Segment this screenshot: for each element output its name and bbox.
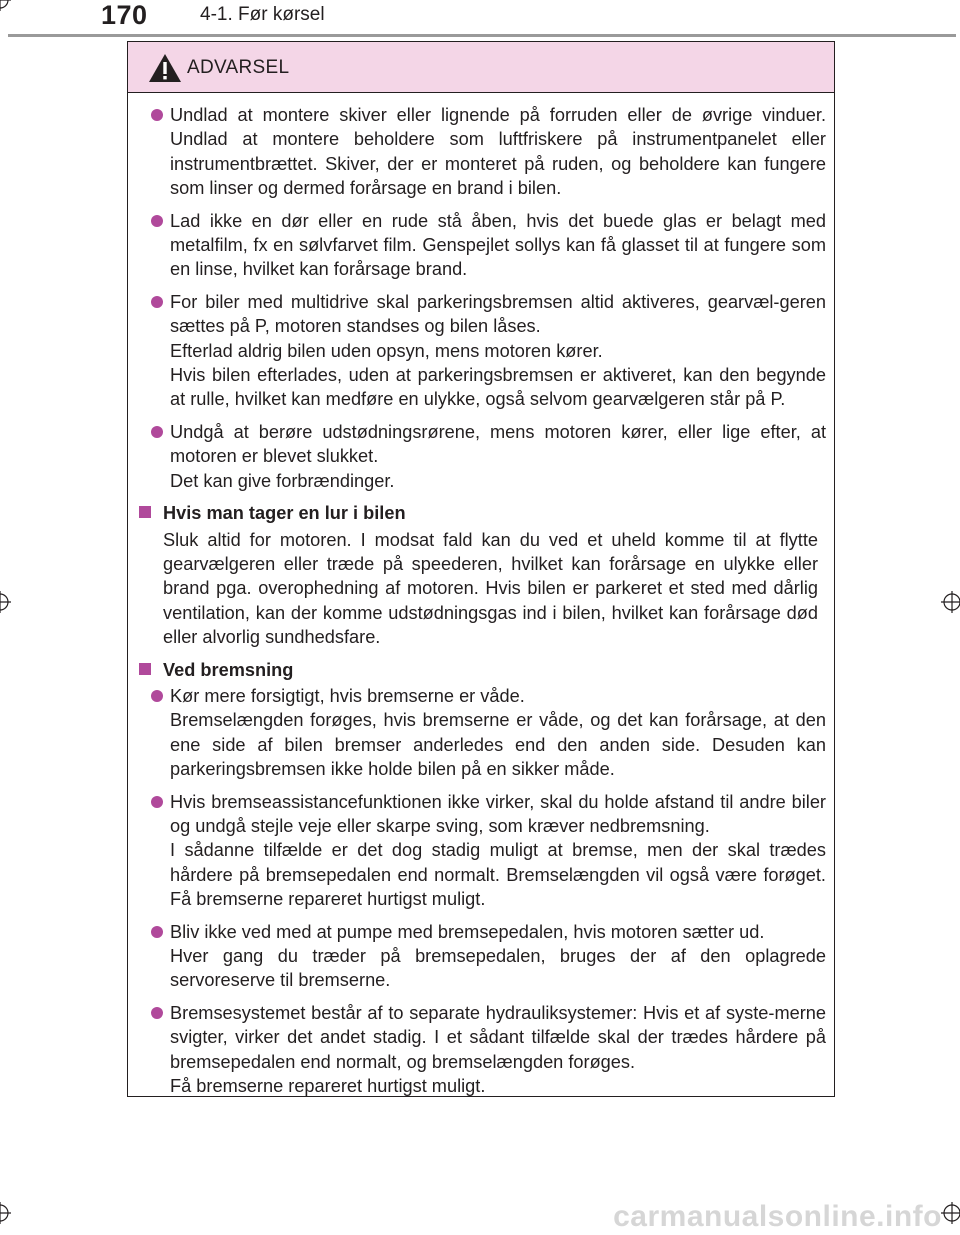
paragraph: Kør mere forsigtigt, hvis bremserne er våde.	[170, 685, 525, 706]
crop-mark-icon	[941, 591, 960, 613]
crop-mark-icon	[0, 0, 11, 11]
paragraph: Bremselængden forøges, hvis bremserne er våde, og det kan forårsage, at den ene side af bilen bremser anderledes end den anden side. Desuden kan parkeringsbremsen ikke holde bilen på en sikker måde.	[170, 710, 826, 780]
paragraph: Hvis bremseassistancefunktionen ikke virker, skal du holde afstand til andre biler og undgå stejle veje eller skarpe sving, som kræver nedbremsning.	[170, 791, 826, 836]
paragraph: Hvis bilen efterlades, uden at parkeringsbremsen er aktiveret, kan den begynde at rulle, hvilket kan medføre en ulykke, også selvom gearvælgeren står på P.	[170, 365, 826, 410]
warning-label: ADVARSEL	[187, 57, 290, 78]
bullet-icon	[151, 1007, 163, 1019]
list-item	[139, 103, 826, 201]
bullet-icon	[151, 426, 163, 438]
paragraph: Undgå at berøre udstødningsrørene, mens motoren kører, eller lige efter, at motoren er blevet slukket.	[170, 421, 826, 467]
list-item	[139, 1001, 826, 1099]
crop-mark-icon	[941, 1202, 960, 1224]
square-bullet-icon	[139, 506, 151, 518]
list-item	[139, 684, 826, 782]
section-heading	[139, 501, 826, 525]
bullet-icon	[151, 690, 163, 702]
paragraph: Lad ikke en dør eller en rude stå åben, hvis det buede glas er belagt med metalfilm, fx en sølvfarvet film. Genspejlet sollys kan få glasset til at fungere som en linse, hvilket kan forårsage brand.	[170, 210, 826, 280]
paragraph: Bremsesystemet består af to separate hydrauliksystemer: Hvis et af syste-merne svigter, virker det andet stadig. I et sådant tilfælde skal der trædes hårdere på bremsepedalen end normalt, og bremselængden forøges.	[170, 1002, 826, 1072]
section-heading-text: Hvis man tager en lur i bilen	[163, 503, 406, 524]
section-heading-text: Ved bremsning	[163, 659, 294, 680]
braking-items	[139, 684, 826, 1099]
warning-box	[127, 41, 835, 1097]
section-heading	[139, 658, 826, 682]
paragraph: I sådanne tilfælde er det dog stadig muligt at bremse, men der skal trædes hårdere på bremsepedalen end normalt. Bremselængden vil også være forøget. Få bremserne repareret hurtigst muligt.	[170, 840, 826, 910]
list-item	[139, 420, 826, 493]
bullet-icon	[151, 215, 163, 227]
paragraph: Det kan give forbrændinger.	[170, 470, 395, 491]
paragraph: For biler med multidrive skal parkeringsbremsen altid aktiveres, gearvæl-geren sættes på P, motoren standses og bilen låses.	[170, 291, 826, 337]
warning-header	[128, 42, 834, 93]
paragraph: Få bremserne repareret hurtigst muligt.	[170, 1076, 486, 1097]
square-bullet-icon	[139, 663, 151, 675]
bullet-icon	[151, 296, 163, 308]
section-text: Sluk altid for motoren. I modsat fald kan du ved et uheld komme til at flytte gearvælgeren eller træde på speederen, hvilket kan forårsage en ulykke eller brand pga. overophedning af motoren. Hvis bilen er parkeret et sted med dårlig ventilation, kan der komme udstødningsgas ind i bilen, hvilket kan forårsage død eller alvorlig sundhedsfare.	[163, 529, 818, 648]
warning-body	[128, 93, 834, 1098]
section-title: 4-1. Før kørsel	[200, 4, 325, 25]
bullet-icon	[151, 926, 163, 938]
header-rule	[8, 34, 956, 37]
list-item	[139, 209, 826, 282]
warning-items	[139, 103, 826, 493]
list-item	[139, 290, 826, 412]
paragraph: Undlad at montere skiver eller lignende på forruden eller de øvrige vinduer. Undlad at montere beholdere som luftfriskere på instrumentpanelet eller instrumentbrættet. Skiver, der er monteret på ruden, og beholdere kan fungere som linser og dermed forårsage en brand i bilen.	[170, 105, 826, 199]
list-item	[139, 920, 826, 993]
section-nap	[139, 501, 826, 649]
section-braking	[139, 658, 826, 1099]
bullet-icon	[151, 109, 163, 121]
watermark: carmanualsonline.info	[613, 1200, 942, 1233]
warning-triangle-icon	[148, 53, 182, 83]
crop-mark-icon	[0, 1202, 11, 1224]
page-number: 170	[101, 0, 148, 30]
paragraph: Hver gang du træder på bremsepedalen, bruges der af den oplagrede servoreserve til bremserne.	[170, 946, 826, 991]
crop-mark-icon	[0, 591, 11, 613]
paragraph: Bliv ikke ved med at pumpe med bremsepedalen, hvis motoren sætter ud.	[170, 921, 765, 942]
paragraph: Efterlad aldrig bilen uden opsyn, mens motoren kører.	[170, 340, 603, 361]
list-item	[139, 790, 826, 912]
bullet-icon	[151, 796, 163, 808]
